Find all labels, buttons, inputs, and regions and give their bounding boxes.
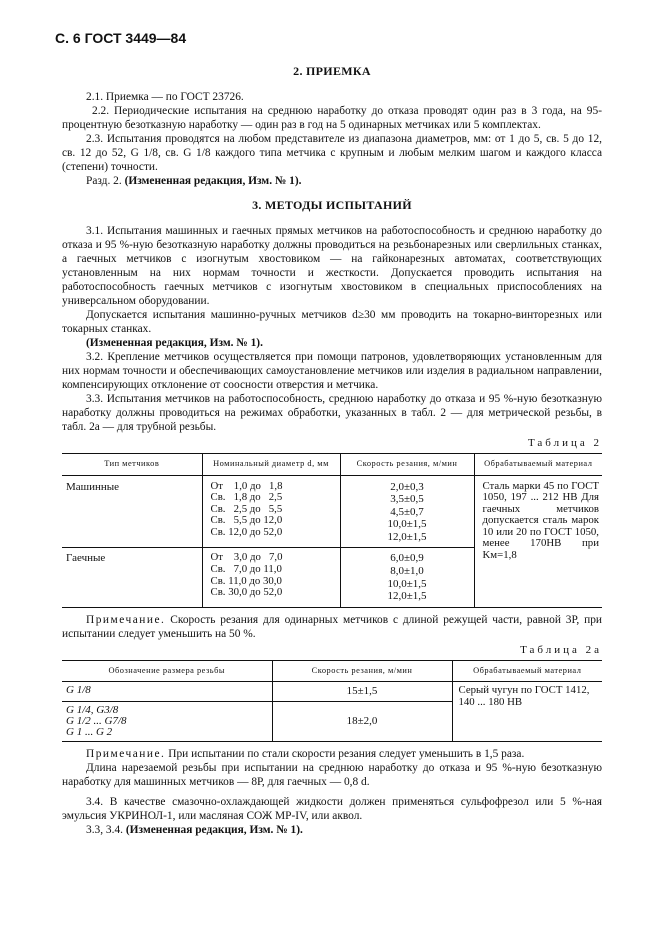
table-cell-type: Машинные — [66, 480, 120, 493]
section-2-amendment — [62, 174, 602, 188]
thread-size: G 1/8 — [66, 684, 91, 697]
table-row — [62, 475, 602, 548]
amendment-prefix: 3.3, 3.4. — [86, 823, 124, 836]
table-2-header-diameter: Номинальный диаметр d, мм — [202, 454, 340, 476]
diameter-range: Св. 12,0 до 52,0 — [210, 525, 283, 538]
note-text: Скорость резания для одинарных метчиков с длиной режущей части, равной 3Р, при испытании следует уменьшить на 50 %. — [62, 613, 602, 640]
cutting-speed: 6,0±0,9 — [390, 552, 424, 565]
table-cell-thread — [62, 701, 272, 741]
table-2-header-material: Обрабатываемый материал — [474, 454, 602, 476]
diameter-range: От 3,0 до 7,0 — [210, 551, 283, 564]
table-2-note — [62, 613, 602, 641]
table-cell-speeds — [340, 548, 474, 607]
cutting-speed: 12,0±1,5 — [387, 590, 427, 603]
table-2a-header-row — [62, 660, 602, 682]
clause-3-1: 3.1. Испытания машинных и гаечных прямых метчиков на работоспособность и среднюю наработку до отказа и 95 %-ную безотказную наработку должны проводиться на резьбонарезных или сверлильных станках, а гаечных метчиков с изогнутым хвостовиком — на гайконарезных автоматах, соответствующих установленным на них нормам точности и жесткости. Допускается проводить испытания на работоспособность гаечных метчиков с изогнутым хвостовиком в специальных приспособлениях на универсальном оборудовании. — [62, 225, 602, 307]
cutting-speed: 8,0±1,0 — [390, 565, 424, 578]
table-2 — [62, 453, 602, 608]
note-label: Примечание. — [86, 747, 166, 760]
table-cell-speeds — [340, 475, 474, 548]
amendment-prefix: Разд. 2. — [86, 175, 122, 187]
table-2-header-speed: Скорость резания, м/мин — [340, 454, 474, 476]
thread-length-note: Длина нарезаемой резьбы при испытании на среднюю наработку до отказа и 95 %-ную безотказную наработку для машинных метчиков — 8Р, для гаечных — 0,8 d. — [62, 761, 602, 788]
table-2a-note — [62, 747, 602, 761]
amendment-note: (Измененная редакция, Изм. № 1). — [125, 823, 303, 836]
thread-size: G 1/2 ... G7/8 — [66, 714, 127, 727]
cutting-speed: 12,0±1,5 — [387, 530, 427, 543]
clause-2-1: 2.1. Приемка — по ГОСТ 23726. — [86, 91, 244, 103]
document-body — [62, 60, 602, 837]
diameter-range: Св. 1,8 до 2,5 — [210, 491, 283, 504]
table-cell-diameters — [202, 548, 340, 607]
clause-2-2: 2.2. Периодические испытания на среднюю наработку до отказа проводят один раз в 3 года, на 95-процентную безотказную наработку — один раз в год на 5 одинарных метчиках или 5 комплектах. — [62, 105, 602, 131]
table-2a-header-thread: Обозначение размера резьбы — [108, 665, 225, 675]
cutting-speed: 4,5±0,7 — [390, 505, 424, 518]
clause-3-4: 3.4. В качестве смазочно-охлаждающей жидкости должен применяться сульфофрезол или 5 %-ная эмульсия УКРИНОЛ-1, или масляная СОЖ МР-IV, или аквол. — [62, 795, 602, 822]
thread-size: G 1 ... G 2 — [66, 725, 113, 738]
diameter-range: Св. 11,0 до 30,0 — [210, 574, 282, 587]
thread-size: G 1/4, G3/8 — [66, 703, 119, 716]
clause-2-3: 2.3. Испытания проводятся на любом представителе из диапазона диаметров, мм: от 1 до 5, св. 5 до 12, св. 12 до 52, G 1/8, св. G 1/8 каждого типа метчика с крупным и любым мелким шагом и каждого класса (степени) точности. — [62, 133, 602, 173]
page-header: С. 6 ГОСТ 3449—84 — [55, 30, 187, 46]
amendment-note: (Измененная редакция, Изм. № 1). — [124, 175, 302, 187]
table-2a-header-material: Обрабатываемый материал — [452, 660, 602, 682]
table-2-caption: Таблица 2 — [527, 437, 602, 449]
cutting-speed: 10,0±1,5 — [387, 518, 427, 531]
table-2a-caption: Таблица 2а — [520, 643, 602, 656]
cutting-speed: 10,0±1,5 — [387, 577, 427, 590]
table-cell-material: Серый чугун по ГОСТ 1412, 140 ... 180 НВ — [452, 682, 602, 742]
table-cell-material: Сталь марки 45 по ГОСТ 1050, 197 ... 212 НВ Для гаечных метчиков допускается сталь марок 10 или 20 по ГОСТ 1050, менее 170НВ при Kм=1,8 — [474, 475, 602, 607]
diameter-range: Св. 5,5 до 12,0 — [210, 514, 283, 527]
clause-3-3: 3.3. Испытания метчиков на работоспособность, среднюю наработку до отказа и 95 %-ную безотказную наработку должны проводиться на режимах обработки, указанных в табл. 2 — для метрической резьбы, в табл. 2а — для трубной резьбы. — [62, 393, 602, 433]
cutting-speed: 3,5±0,5 — [390, 493, 424, 506]
note-label: Примечание. — [86, 613, 166, 626]
note-text: При испытании по стали скорости резания следует уменьшить в 1,5 раза. — [168, 747, 525, 760]
cutting-speed: 2,0±0,3 — [390, 480, 424, 493]
table-cell-type: Гаечные — [62, 548, 202, 607]
table-cell-thread — [62, 682, 272, 702]
diameter-range: Св. 2,5 до 5,5 — [210, 502, 283, 515]
table-cell-speed: 18±2,0 — [272, 701, 452, 741]
clause-3-2: 3.2. Крепление метчиков осуществляется при помощи патронов, удовлетворяющих установленным для них нормам точности и обеспечивающих самоустановление метчиков или изделия в радиальном направлении, компенсирующих отклонение от соосности отверстия и метчика. — [62, 351, 602, 391]
diameter-range: Св. 7,0 до 11,0 — [210, 563, 282, 576]
clause-3-1-extra: Допускается испытания машинно-ручных метчиков d≥30 мм проводить на токарно-винторезных или токарных станках. — [62, 309, 602, 335]
table-cell-speed: 15±1,5 — [272, 682, 452, 702]
diameter-range: От 1,0 до 1,8 — [210, 479, 283, 492]
clauses-3-3-3-4-amendment — [62, 823, 602, 837]
table-row — [62, 682, 602, 702]
table-cell-diameters — [202, 475, 340, 548]
clause-3-1-amendment: (Измененная редакция, Изм. № 1). — [86, 337, 263, 349]
table-2-header-type: Тип метчиков — [104, 459, 160, 468]
table-2a — [62, 660, 602, 742]
table-2-header-row — [62, 454, 602, 476]
section-3-title: 3. МЕТОДЫ ИСПЫТАНИЙ — [252, 198, 412, 212]
table-2a-header-speed: Скорость резания, м/мин — [272, 660, 452, 682]
diameter-range: Св. 30,0 до 52,0 — [210, 586, 283, 599]
section-2-title: 2. ПРИЕМКА — [293, 64, 371, 78]
